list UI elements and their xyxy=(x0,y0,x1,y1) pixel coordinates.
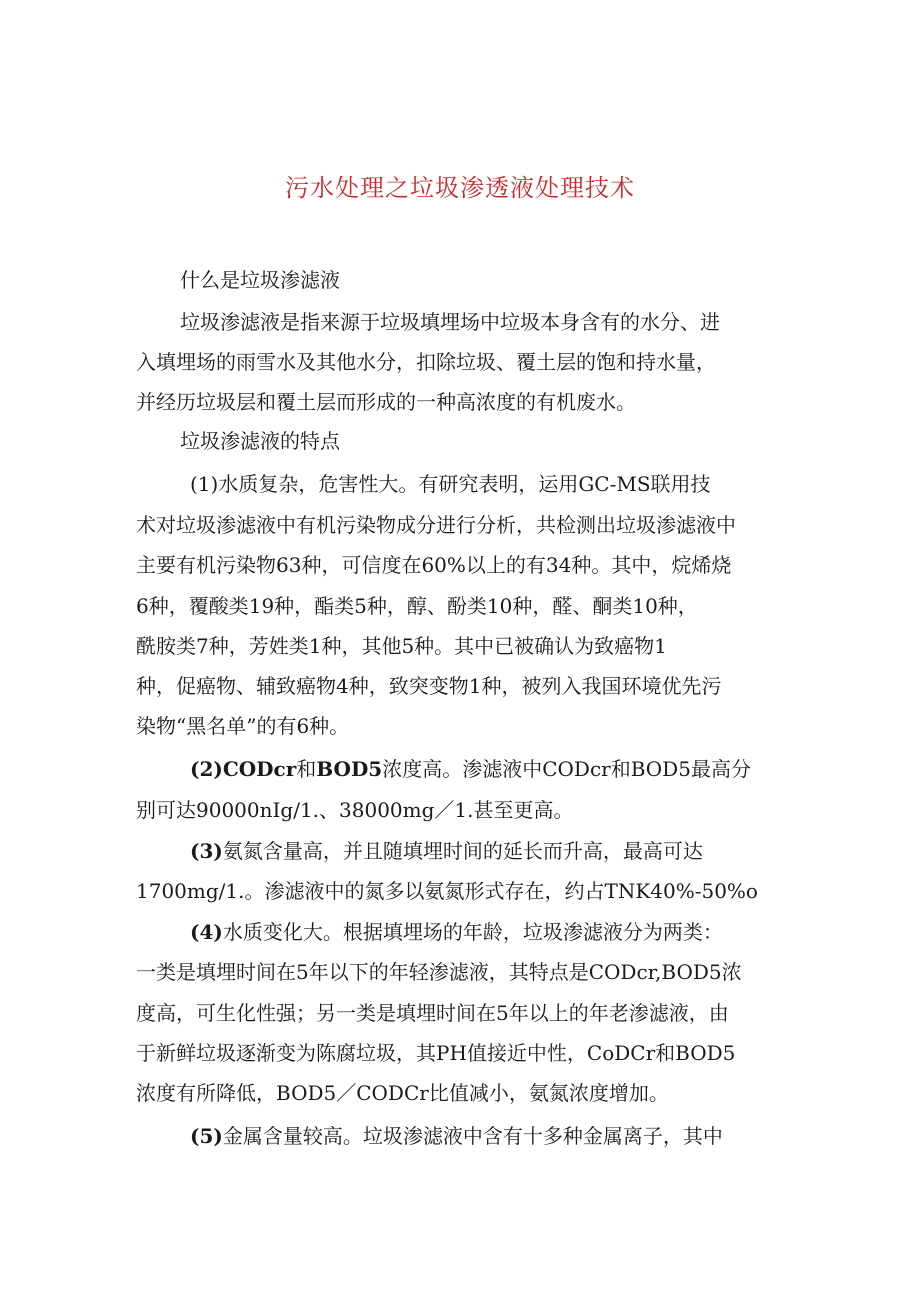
paragraph-line xyxy=(136,630,667,662)
list-marker: (2) xyxy=(190,757,223,781)
line-text: 氨氮含量高，并且随填埋时间的延长而升高，最高可达 xyxy=(222,839,703,863)
line-text: 金属含量较高。垃圾渗滤液中含有十多种金属离子，其中 xyxy=(222,1124,723,1148)
line-text: 度高，可生化性强；另一类是填埋时间在5年以上的年老渗滤液，由 xyxy=(136,1001,729,1025)
line-text: 一类是填埋时间在5年以下的年轻渗滤液，其特点是CODcr,BOD5浓 xyxy=(136,960,742,984)
list-item xyxy=(190,753,751,785)
line-text: 垃圾渗滤液的特点 xyxy=(180,429,340,453)
paragraph-line xyxy=(136,509,736,541)
list-marker: (3) xyxy=(190,839,223,863)
paragraph-line xyxy=(136,875,758,907)
line-text: 术对垃圾渗滤液中有机污染物成分进行分析，共检测出垃圾渗滤液中 xyxy=(136,513,736,537)
line-text: 种，促癌物、辅致癌物4种，致突变物1种，被列入我国环境优先污 xyxy=(136,674,722,698)
line-text: 入填埋场的雨雪水及其他水分，扣除垃圾、覆土层的饱和持水量， xyxy=(136,350,716,374)
paragraph-line xyxy=(136,997,729,1029)
line-text: 6种，覆酸类19种，酯类5种，醇、酚类10种，醛、酮类10种， xyxy=(136,594,698,618)
line-text: 浓度有所降低，BOD5／CODCr比值减小，氨氮浓度增加。 xyxy=(136,1081,669,1105)
paragraph-line xyxy=(136,710,349,742)
line-text: 水质变化大。根据填埋场的年龄，垃圾渗滤液分为两类： xyxy=(222,920,723,944)
list-item xyxy=(190,1120,723,1152)
list-marker: (5) xyxy=(190,1124,223,1148)
paragraph-line xyxy=(180,306,720,338)
list-item xyxy=(190,835,703,867)
document-title: 污水处理之垃圾渗透液处理技术 xyxy=(285,174,635,202)
paragraph-line xyxy=(136,549,731,581)
list-item xyxy=(190,916,723,948)
paragraph-line xyxy=(136,956,742,988)
line-text: 酰胺类7种，芳姓类1种，其他5种。其中已被确认为致癌物1 xyxy=(136,634,667,658)
line-text: 1700mg/1.。渗滤液中的氮多以氨氮形式存在，约占TNK40%-50%o xyxy=(136,879,758,903)
paragraph-line xyxy=(136,794,574,826)
list-marker: (4) xyxy=(190,920,223,944)
line-text: 主要有机污染物63种，可信度在60%以上的有34种。其中，烷烯烧 xyxy=(136,553,732,577)
section-heading xyxy=(180,425,340,457)
line-text: (1)水质复杂，危害性大。有研究表明，运用GC-MS联用技 xyxy=(190,472,711,496)
term-codcr: CODcr xyxy=(222,757,297,781)
line-text: 和 xyxy=(296,757,317,781)
line-text: 别可达90000nIg/1.、38000mg／1.甚至更高。 xyxy=(136,798,574,822)
paragraph-line xyxy=(136,590,698,622)
line-text: 垃圾渗滤液是指来源于垃圾填埋场中垃圾本身含有的水分、进 xyxy=(180,310,720,334)
paragraph-line xyxy=(136,386,636,418)
section-heading xyxy=(180,264,340,296)
paragraph-line xyxy=(136,346,716,378)
line-text: 染物“黑名单”的有6种。 xyxy=(136,714,350,738)
line-text: 浓度高。渗滤液中CODcr和BOD5最高分 xyxy=(382,757,751,781)
line-text: 于新鲜垃圾逐渐变为陈腐垃圾，其PH值接近中性，CoDCr和BOD5 xyxy=(136,1041,736,1065)
paragraph-line xyxy=(136,1077,669,1109)
line-text: 并经历垃圾层和覆土层而形成的一种高浓度的有机废水。 xyxy=(136,390,636,414)
term-bod5: BOD5 xyxy=(316,757,383,781)
line-text: 什么是垃圾渗滤液 xyxy=(180,268,340,292)
list-item xyxy=(190,468,711,500)
paragraph-line xyxy=(136,670,721,702)
paragraph-line xyxy=(136,1037,735,1069)
